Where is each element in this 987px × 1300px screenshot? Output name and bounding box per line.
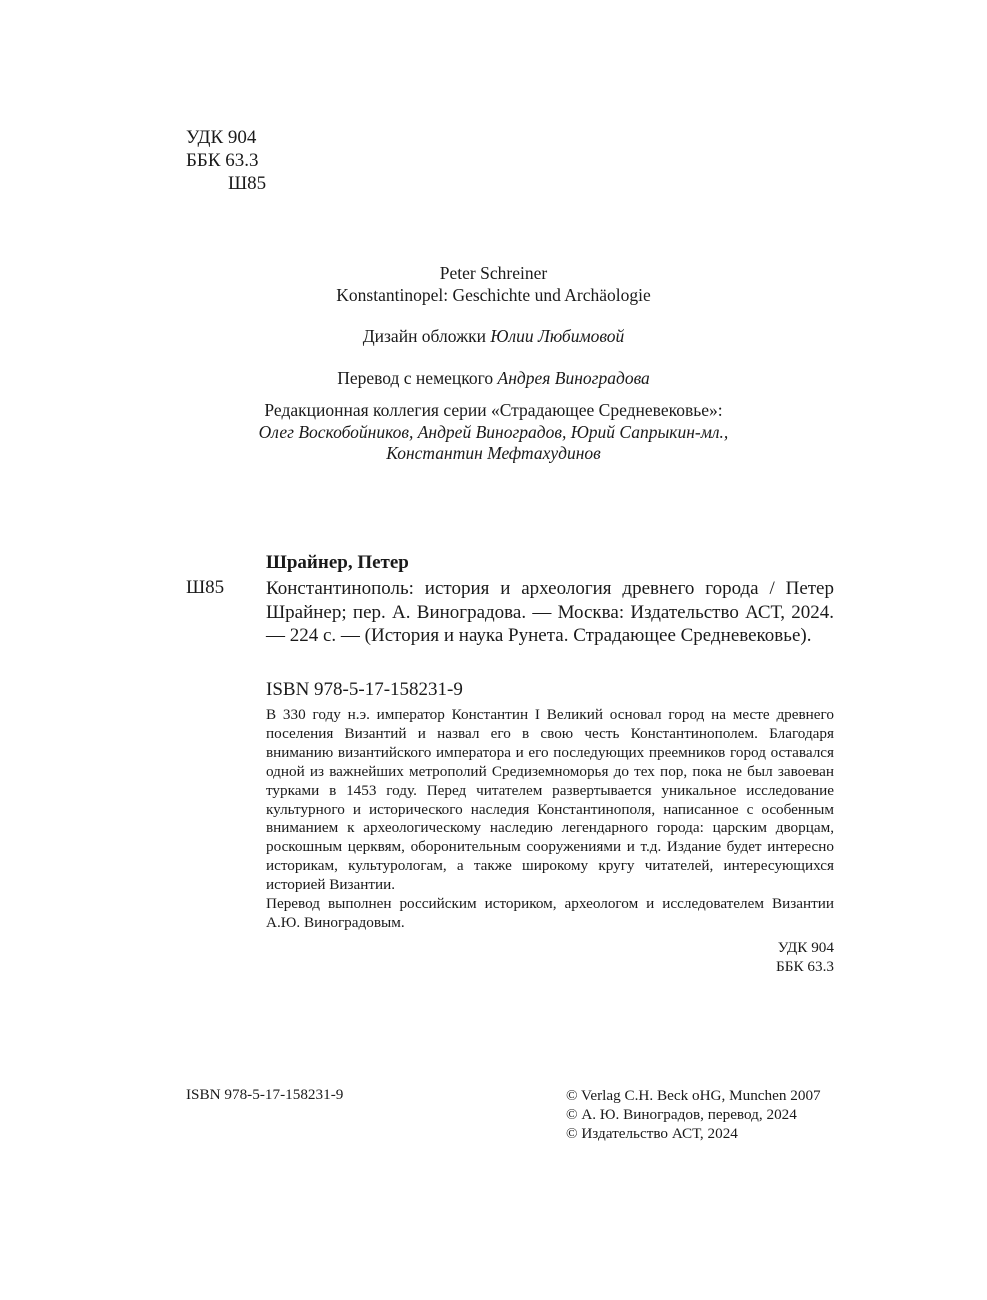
translation-prefix: Перевод с немецкого [337, 368, 494, 388]
catalog-bbk: ББК 63.3 [776, 958, 834, 975]
catalog-udk: УДК 904 [777, 939, 834, 956]
translator-name: Андрея Виноградова [497, 368, 650, 388]
copyright-line: © А. Ю. Виноградов, перевод, 2024 [566, 1106, 797, 1123]
catalog-classification [600, 938, 834, 976]
classification-block [186, 126, 266, 195]
cover-design-prefix: Дизайн обложки [362, 326, 487, 346]
original-title: Konstantinopel: Geschichte und Archäologie [336, 285, 651, 305]
footer-isbn: ISBN 978-5-17-158231-9 [186, 1086, 344, 1103]
udk-code: УДК 904 [186, 127, 257, 148]
catalog-description: Константинополь: история и археология древнего города / Петер Шрайнер; пер. А. Виноградова. — Москва: Издательство АСТ, 2024. — 224 с. — (История и наука Рунета. Страдающее Средневековье). [266, 578, 834, 646]
copyright-line: © Verlag C.H. Beck oHG, Munchen 2007 [566, 1087, 821, 1104]
annotation-text: В 330 году н.э. император Константин I Великий основал город на месте древнего поселения Византий и назвал его в свою честь Константинополем. Благодаря вниманию византийского императора и его последующих преемников город оставался одной из важнейших метрополий Средиземноморья до тех пор, пока не был завоеван турками в 1453 году. Перед читателем развертывается уникальное исследование культурного и исторического наследия Константинополя, написанное с особенным вниманием к археологическому наследию легендарного города: царским дворцам, роскошным церквям, оборонительным сооружениями и т.д. Издание будет интересно историкам, культурологам, а также широкому кругу читателей, интересующихся историей Византии. [266, 706, 834, 894]
translation-credit [0, 368, 987, 389]
cover-designer-name: Юлии Любимовой [490, 326, 625, 346]
editorial-board-heading: Редакционная коллегия серии «Страдающее Средневековье»: [264, 400, 723, 420]
bbk-code: ББК 63.3 [186, 150, 259, 171]
catalog-author-heading: Шрайнер, Петер [266, 552, 409, 573]
editorial-board-names-1: Олег Воскобойников, Андрей Виноградов, Юрий Сапрыкин-мл., [258, 421, 729, 442]
catalog-code: Ш85 [186, 577, 225, 598]
copyright-line: © Издательство АСТ, 2024 [566, 1125, 738, 1142]
translator-note: Перевод выполнен российским историком, археологом и исследователем Византии А.Ю. Виноградовым. [266, 895, 834, 931]
original-edition [0, 262, 987, 306]
editorial-board [0, 400, 987, 465]
catalog-isbn: ISBN 978-5-17-158231-9 [266, 679, 463, 700]
editorial-board-names-2: Константин Мефтахудинов [386, 443, 601, 463]
annotation [266, 706, 834, 933]
author-mark: Ш85 [228, 173, 267, 194]
copyright-block [566, 1086, 821, 1143]
original-author: Peter Schreiner [439, 263, 548, 283]
cover-design-credit [0, 326, 987, 347]
